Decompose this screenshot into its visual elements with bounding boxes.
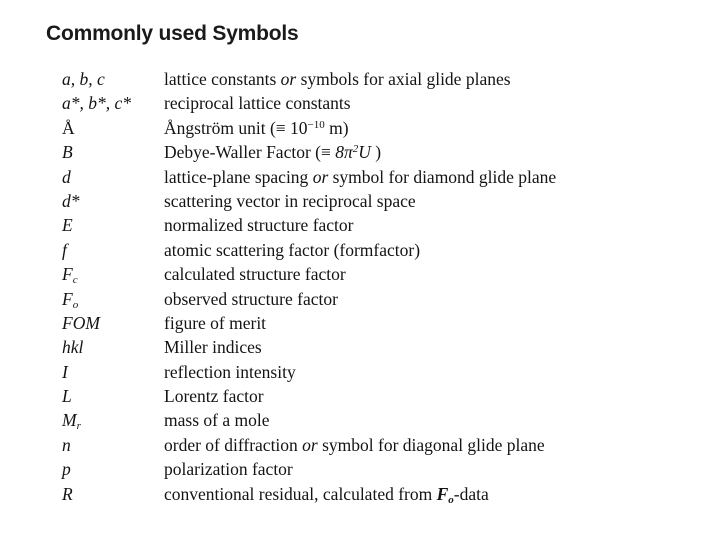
symbol-description: order of diffraction or symbol for diagonal glide plane [164,434,545,455]
symbol-row [62,91,702,115]
page-title: Commonly used Symbols [46,22,299,45]
symbol-term: d [62,166,71,187]
symbol-description: lattice constants or symbols for axial glide planes [164,69,511,89]
symbol-description: scattering vector in reciprocal space [164,190,416,211]
symbol-term: R [62,483,73,504]
symbol-term: E [62,215,73,236]
symbol-table [62,67,702,506]
symbol-description: Lorentz factor [164,386,264,407]
symbol-description: calculated structure factor [164,264,346,285]
symbol-term: I [62,361,68,382]
symbol-row [62,262,702,286]
symbol-description: reciprocal lattice constants [164,93,351,114]
symbol-row [62,140,702,164]
symbol-description: lattice-plane spacing or symbol for diamond glide plane [164,166,557,187]
symbol-row [62,335,702,359]
symbol-row [62,116,702,140]
symbol-description: Ångström unit (≡ $10^{-10}$ m) [164,117,349,138]
symbol-term: $F_c$ [62,264,78,287]
symbol-term: Å [62,117,75,138]
symbol-description: polarization factor [164,459,293,480]
symbol-term: B [62,142,73,163]
symbol-row [62,433,702,457]
symbol-description: normalized structure factor [164,215,354,236]
symbol-row [62,189,702,213]
symbol-term: n [62,434,71,455]
symbol-row [62,457,702,481]
symbol-description: mass of a mole [164,410,270,431]
symbol-description: Miller indices [164,337,262,358]
symbol-term: p [62,459,71,480]
symbol-term: hkl [62,337,84,358]
symbol-term: $F_o$ [62,288,79,311]
symbol-term: $M_r$ [62,410,81,433]
symbol-row [62,360,702,384]
symbol-row [62,384,702,408]
symbol-row [62,482,702,506]
symbol-row [62,238,702,262]
symbol-row [62,165,702,189]
symbol-term: a*, b*, c* [62,93,132,114]
symbol-term: L [62,386,72,407]
symbol-description: observed structure factor [164,288,338,309]
symbol-row [62,213,702,237]
symbol-row [62,408,702,432]
symbol-description: conventional residual, calculated from $F_o$-data [164,483,489,506]
symbol-description: figure of merit [164,312,267,333]
symbol-row [62,67,702,91]
symbol-row [62,311,702,335]
symbol-description: atomic scattering factor (formfactor) [164,239,421,260]
symbol-description: Debye-Waller Factor (≡ $8\pi^2U$ ) [164,142,382,163]
symbol-term: a, b, c [62,69,105,89]
symbol-row [62,287,702,311]
symbol-description: reflection intensity [164,361,296,382]
symbol-term: d* [62,190,80,211]
symbol-term: f [62,239,67,260]
symbol-term: FOM [62,312,100,333]
